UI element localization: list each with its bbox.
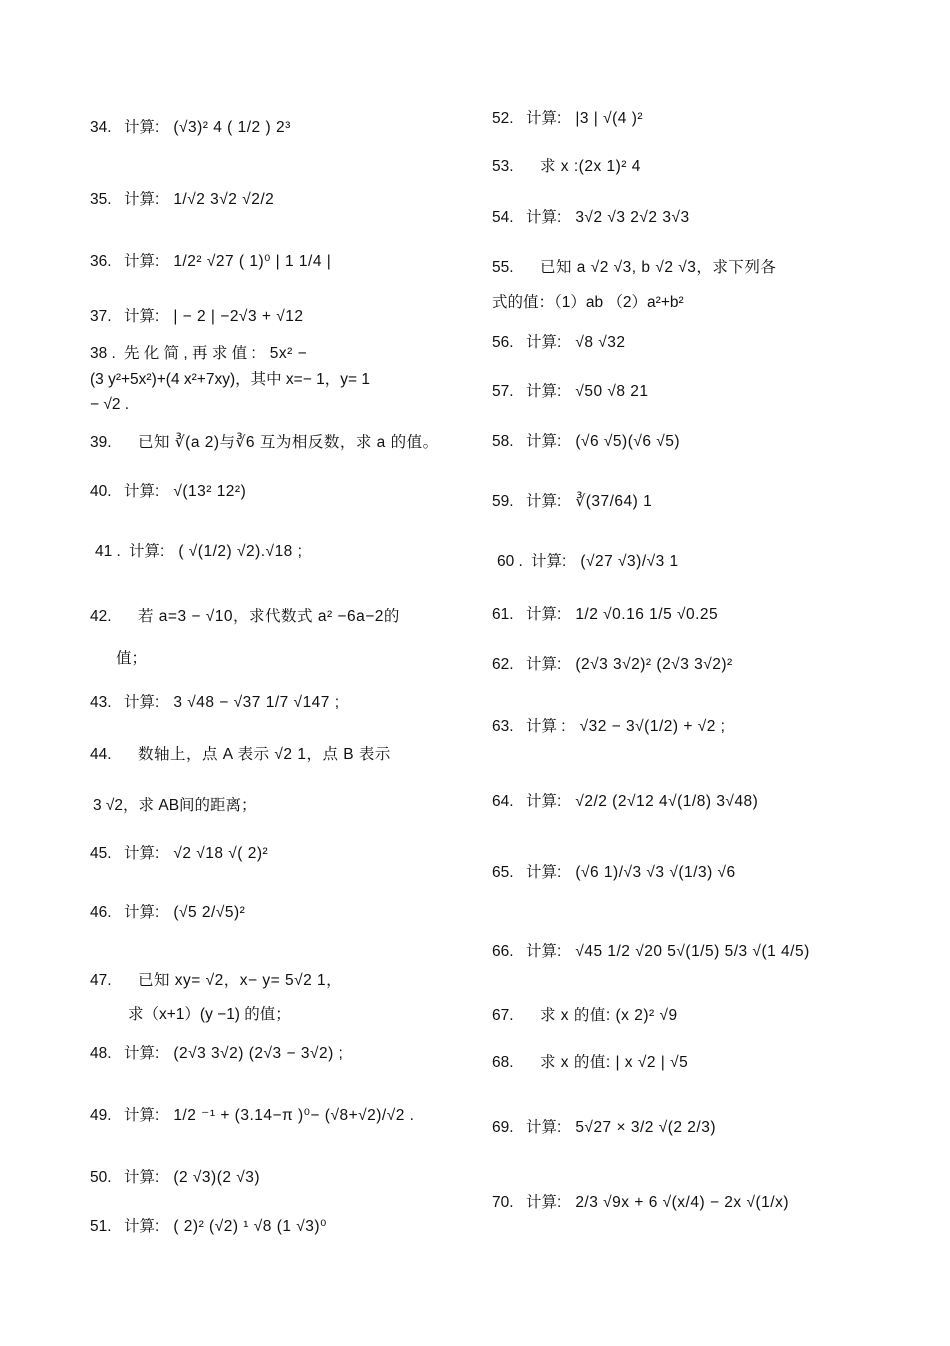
problem-55-line2: 式的值：（1）ab （2）a²+b² (492, 294, 684, 311)
problem-52: 52. 计算: |3 | √(4 )² (492, 110, 644, 127)
problem-39: 39. 已知 ∛(a 2)与∛6 互为相反数，求 a 的值。 (90, 434, 439, 451)
problem-46: 46. 计算: (√5 2/√5)² (90, 904, 246, 921)
problem-44: 44. 数轴上，点 A 表示 √2 1，点 B 表示 (90, 746, 391, 763)
problem-47-line2: 求（x+1）(y −1) 的值； (128, 1006, 291, 1023)
problem-48: 48. 计算: (2√3 3√2) (2√3 − 3√2) ; (90, 1045, 344, 1062)
problem-61: 61. 计算: 1/2 √0.16 1/5 √0.25 (492, 606, 719, 623)
problem-67: 67. 求 x 的值: (x 2)² √9 (492, 1007, 678, 1024)
problem-38-line3: − √2 . (90, 396, 130, 413)
problem-43: 43. 计算: 3 √48 − √37 1/7 √147 ; (90, 694, 340, 711)
problem-42-line2: 值； (116, 650, 148, 667)
problem-54: 54. 计算: 3√2 √3 2√2 3√3 (492, 209, 690, 226)
problem-69: 69. 计算: 5√27 × 3/2 √(2 2/3) (492, 1119, 717, 1136)
problem-36: 36. 计算: 1/2² √27 ( 1)⁰ | 1 1/4 | (90, 253, 332, 270)
problem-60: 60 . 计算: (√27 √3)/√3 1 (497, 553, 679, 570)
problem-59: 59. 计算: ∛(37/64) 1 (492, 493, 653, 510)
problem-40: 40. 计算: √(13² 12²) (90, 483, 247, 500)
problem-45: 45. 计算: √2 √18 √( 2)² (90, 845, 269, 862)
problem-50: 50. 计算: (2 √3)(2 √3) (90, 1169, 261, 1186)
problem-41: 41 . 计算: ( √(1/2) √2).√18 ; (95, 543, 303, 560)
problem-62: 62. 计算: (2√3 3√2)² (2√3 3√2)² (492, 656, 733, 673)
problem-64: 64. 计算: √2/2 (2√12 4√(1/8) 3√48) (492, 793, 759, 810)
problem-35: 35. 计算: 1/√2 3√2 √2/2 (90, 191, 275, 208)
problem-38-line2: (3 y²+5x²)+(4 x²+7xy)，其中 x=− 1，y= 1 (90, 371, 370, 388)
problem-70: 70. 计算: 2/3 √9x + 6 √(x/4) − 2x √(1/x) (492, 1194, 789, 1211)
problem-63: 63. 计算 : √32 − 3√(1/2) + √2 ; (492, 718, 726, 735)
problem-58: 58. 计算: (√6 √5)(√6 √5) (492, 433, 681, 450)
problem-38: 38 . 先 化 简 , 再 求 值 : 5x² − (90, 345, 308, 362)
problem-53: 53. 求 x :(2x 1)² 4 (492, 158, 641, 175)
problem-68: 68. 求 x 的值: | x √2 | √5 (492, 1054, 689, 1071)
problem-34: 34. 计算: (√3)² 4 ( 1/2 ) 2³ (90, 119, 291, 136)
problem-65: 65. 计算: (√6 1)/√3 √3 √(1/3) √6 (492, 864, 736, 881)
problem-55: 55. 已知 a √2 √3, b √2 √3，求下列各 (492, 259, 777, 276)
problem-37: 37. 计算: | − 2 | −2√3 + √12 (90, 308, 304, 325)
problem-57: 57. 计算: √50 √8 21 (492, 383, 649, 400)
problem-49: 49. 计算: 1/2 ⁻¹ + (3.14−π )⁰− (√8+√2)/√2 . (90, 1107, 415, 1124)
problem-44-line2: 3 √2，求 AB间的距离； (93, 797, 257, 814)
problem-42: 42. 若 a=3 − √10，求代数式 a² −6a−2的 (90, 608, 400, 625)
problem-47: 47. 已知 xy= √2，x− y= 5√2 1， (90, 972, 343, 989)
problem-66: 66. 计算: √45 1/2 √20 5√(1/5) 5/3 √(1 4/5) (492, 943, 810, 960)
problem-51: 51. 计算: ( 2)² (√2) ¹ √8 (1 √3)⁰ (90, 1218, 327, 1235)
problem-56: 56. 计算: √8 √32 (492, 334, 626, 351)
